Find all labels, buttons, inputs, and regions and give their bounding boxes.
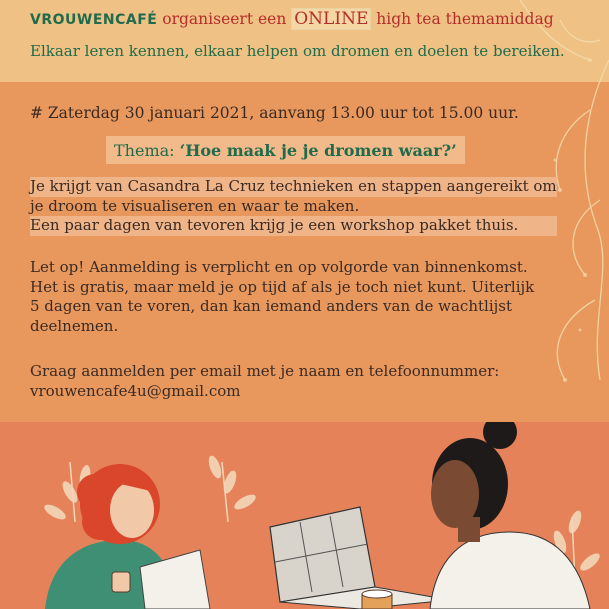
event-date: # Zaterdag 30 januari 2021, aanvang 13.00 uur tot 15.00 uur. bbox=[30, 104, 519, 122]
video-call-illustration bbox=[0, 422, 609, 609]
online-badge: ONLINE bbox=[291, 8, 371, 30]
paragraph-line: Het is gratis, maar meld je op tijd af als je toch niet kunt. Uiterlijk bbox=[30, 277, 535, 296]
paragraph-line: Graag aanmelden per email met je naam en telefoonnummer: bbox=[30, 362, 500, 380]
paragraph-intro bbox=[30, 177, 557, 236]
headline bbox=[30, 8, 554, 30]
theme-box bbox=[106, 136, 465, 164]
headline-text-before: organiseert een bbox=[157, 10, 292, 28]
paragraph-line: Je krijgt van Casandra La Cruz technieken en stappen aangereikt om bbox=[30, 177, 557, 195]
subtitle: Elkaar leren kennen, elkaar helpen om dromen en doelen te bereiken. bbox=[30, 42, 565, 60]
brand-name: VROUWENCAFÉ bbox=[30, 12, 158, 28]
contact-email: vrouwencafe4u@gmail.com bbox=[30, 381, 241, 400]
paragraph-line: je droom te visualiseren en waar te maken. bbox=[30, 196, 360, 215]
paragraph-registration bbox=[30, 258, 534, 336]
headline-text-after: high tea themamiddag bbox=[371, 10, 554, 28]
paragraph-line: deelnemen. bbox=[30, 316, 119, 335]
paragraph-line: 5 dagen van te voren, dan kan iemand anders van de wachtlijst bbox=[30, 297, 512, 315]
theme-value: ‘Hoe maak je je dromen waar?’ bbox=[179, 140, 457, 160]
theme-label: Thema: bbox=[114, 140, 175, 160]
paragraph-line: Een paar dagen van tevoren krijg je een workshop pakket thuis. bbox=[30, 216, 557, 236]
paragraph-line: Let op! Aanmelding is verplicht en op volgorde van binnenkomst. bbox=[30, 258, 528, 276]
paragraph-contact bbox=[30, 362, 499, 401]
